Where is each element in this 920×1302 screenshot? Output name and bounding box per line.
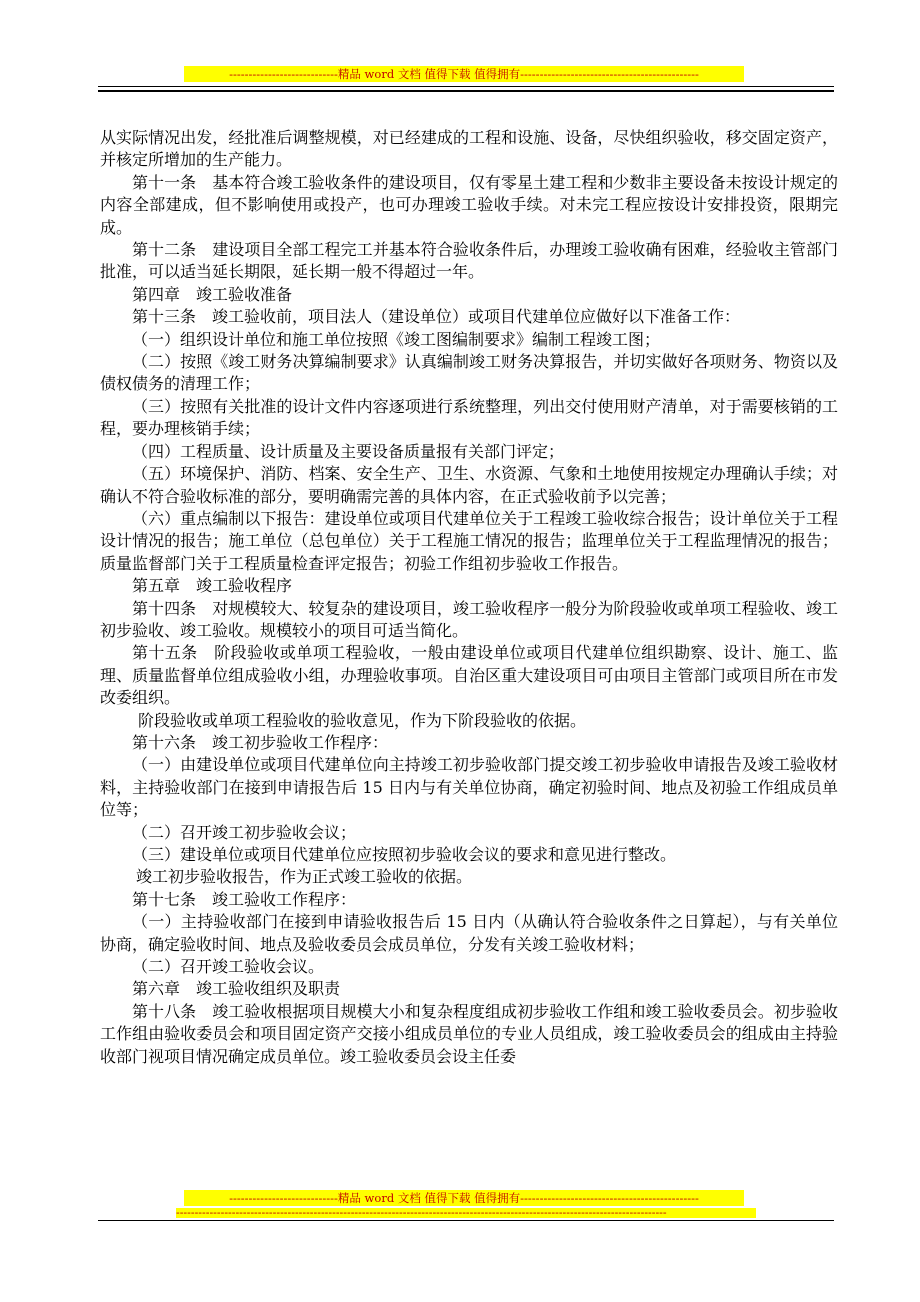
article-15: 第十五条 阶段验收或单项工程验收，一般由建设单位或项目代建单位组织勘察、设计、施工、监理、质量监督单位组成验收小组，办理验收事项。自治区重大建设项目可由项目主管部门或项目所在市发改委组织。	[100, 643, 838, 708]
article-11: 第十一条 基本符合竣工验收条件的建设项目，仅有零星土建工程和少数非主要设备未按设计规定的内容全部建成，但不影响使用或投产，也可办理竣工验收手续。对未完工程应按设计安排投资，限期完成。	[100, 172, 838, 237]
chapter-5-heading: 第五章 竣工验收程序	[132, 576, 293, 596]
article-12: 第十二条 建设项目全部工程完工并基本符合验收条件后，办理竣工验收确有困难，经验收主管部门批准，可以适当延长期限，延长期一般不得超过一年。	[100, 240, 838, 282]
chapter-4-heading: 第四章 竣工验收准备	[132, 284, 293, 304]
header-banner: ----------------------------精品 word 文档 值得下载 值得拥有----------------------------------------------	[184, 66, 744, 82]
article-16: 第十六条 竣工初步验收工作程序：	[132, 732, 389, 752]
list-item: （三）按照有关批准的设计文件内容逐项进行系统整理，列出交付使用财产清单，对于需要核销的工程，要办理核销手续；	[100, 396, 838, 439]
document-body	[100, 127, 838, 1068]
list-item: （一）主持验收部门在接到申请验收报告后 15 日内（从确认符合验收条件之日算起），与有关单位协商，确定验收时间、地点及验收委员会成员单位，分发有关竣工验收材料；	[100, 912, 838, 954]
list-item: （二）按照《竣工财务决算编制要求》认真编制竣工财务决算报告，并切实做好各项财务、物资以及债权债务的清理工作；	[100, 352, 838, 394]
article-14: 第十四条 对规模较大、较复杂的建设项目，竣工验收程序一般分为阶段验收或单项工程验收、竣工初步验收、竣工验收。规模较小的项目可适当简化。	[100, 598, 838, 640]
list-item: （二）召开竣工验收会议。	[132, 957, 325, 977]
paragraph: 阶段验收或单项工程验收的验收意见，作为下阶段验收的依据。	[138, 710, 587, 730]
footer-rule	[98, 1220, 834, 1221]
chapter-6-heading: 第六章 竣工验收组织及职责	[132, 979, 341, 999]
paragraph: 竣工初步验收报告，作为正式竣工验收的依据。	[136, 867, 473, 887]
paragraph: 从实际情况出发，经批准后调整规模，对已经建成的工程和设施、设备，尽快组织验收，移交固定资产，并核定所增加的生产能力。	[100, 128, 838, 170]
list-item: （一）组织设计单位和施工单位按照《竣工图编制要求》编制工程竣工图；	[132, 329, 661, 349]
article-17: 第十七条 竣工验收工作程序：	[132, 889, 357, 909]
list-item: （一）由建设单位或项目代建单位向主持竣工初步验收部门提交竣工初步验收申请报告及竣工验收材料，主持验收部门在接到申请报告后 15 日内与有关单位协商，确定初验时间、地点及初验工作组成员单位等；	[100, 755, 838, 820]
header-rule-thick	[98, 90, 834, 92]
header-rule-thin	[98, 86, 834, 87]
list-item: （五）环境保护、消防、档案、安全生产、卫生、水资源、气象和土地使用按规定办理确认手续；对确认不符合验收标准的部分，要明确需完善的具体内容，在正式验收前予以完善；	[100, 464, 838, 506]
article-13: 第十三条 竣工验收前，项目法人（建设单位）或项目代建单位应做好以下准备工作：	[132, 307, 741, 327]
list-item: （三）建设单位或项目代建单位应按照初步验收会议的要求和意见进行整改。	[132, 845, 677, 864]
article-18: 第十八条 竣工验收根据项目规模大小和复杂程度组成初步验收工作组和竣工验收委员会。初步验收工作组由验收委员会和项目固定资产交接小组成员单位的专业人员组成，竣工验收委员会的组成由主持验收部门视项目情况确定成员单位。竣工验收委员会设主任委	[100, 1001, 838, 1066]
list-item: （六）重点编制以下报告：建设单位或项目代建单位关于工程竣工验收综合报告；设计单位关于工程设计情况的报告；施工单位（总包单位）关于工程施工情况的报告；监理单位关于工程监理情况的报告；质量监督部门关于工程质量检查评定报告；初验工作组初步验收工作报告。	[100, 508, 838, 573]
footer-banner-dashes: ------------------------------------------------------------------------------------------------------------------------------------	[176, 1208, 756, 1218]
list-item: （四）工程质量、设计质量及主要设备质量报有关部门评定；	[132, 441, 565, 461]
list-item: （二）召开竣工初步验收会议；	[132, 822, 357, 842]
footer-banner: ----------------------------精品 word 文档 值得下载 值得拥有----------------------------------------------	[184, 1190, 744, 1206]
